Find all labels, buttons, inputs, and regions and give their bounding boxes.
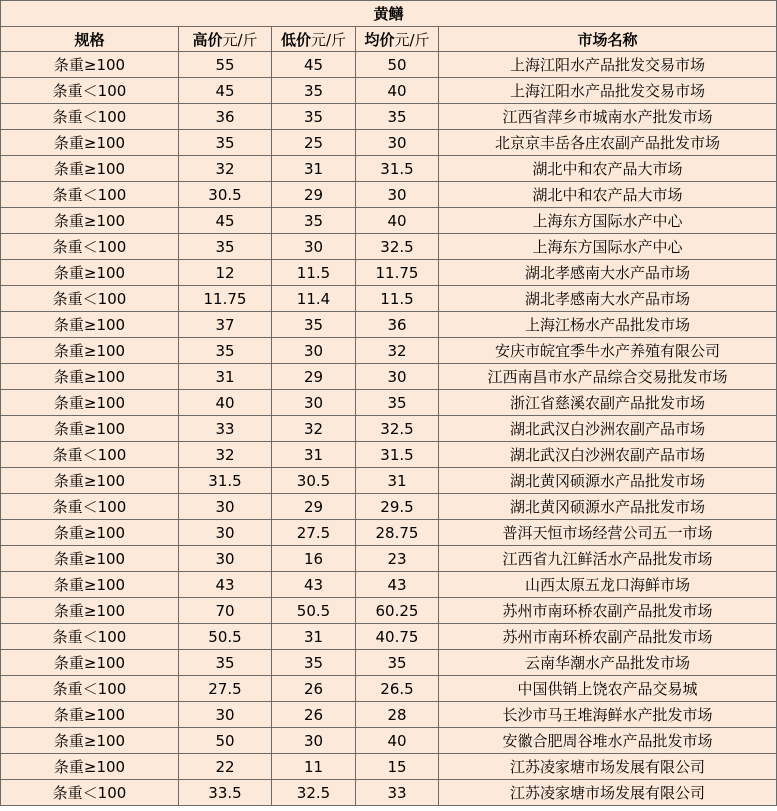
cell-low-price: 31 (272, 624, 356, 650)
cell-spec: 条重≥100 (1, 130, 179, 156)
cell-market: 山西太原五龙口海鲜市场 (439, 572, 777, 598)
cell-low-price: 35 (272, 104, 356, 130)
cell-spec: 条重≥100 (1, 208, 179, 234)
cell-low-price: 26 (272, 702, 356, 728)
table-row (1, 52, 777, 78)
table-row (1, 442, 777, 468)
cell-high-price: 35 (179, 234, 272, 260)
cell-avg-price: 43 (356, 572, 439, 598)
cell-high-price: 50 (179, 728, 272, 754)
table-title: 黄鳝 (1, 1, 777, 27)
cell-market: 江苏凌家塘市场发展有限公司 (439, 754, 777, 780)
cell-market: 上海江杨水产品批发市场 (439, 312, 777, 338)
cell-spec: 条重＜100 (1, 234, 179, 260)
cell-spec: 条重＜100 (1, 104, 179, 130)
cell-market: 江苏凌家塘市场发展有限公司 (439, 780, 777, 806)
cell-high-price: 22 (179, 754, 272, 780)
cell-low-price: 29 (272, 182, 356, 208)
cell-low-price: 45 (272, 52, 356, 78)
table-row (1, 676, 777, 702)
cell-market: 云南华潮水产品批发市场 (439, 650, 777, 676)
cell-avg-price: 29.5 (356, 494, 439, 520)
cell-market: 湖北武汉白沙洲农副产品市场 (439, 442, 777, 468)
cell-market: 湖北黄冈硕源水产品批发市场 (439, 494, 777, 520)
cell-market: 苏州市南环桥农副产品批发市场 (439, 598, 777, 624)
cell-low-price: 11.4 (272, 286, 356, 312)
cell-high-price: 30 (179, 494, 272, 520)
cell-market: 湖北孝感南大水产品市场 (439, 286, 777, 312)
cell-market: 北京京丰岳各庄农副产品批发市场 (439, 130, 777, 156)
cell-avg-price: 32.5 (356, 234, 439, 260)
header-high-unit: 元/斤 (222, 30, 258, 49)
cell-market: 湖北中和农产品大市场 (439, 156, 777, 182)
cell-low-price: 43 (272, 572, 356, 598)
cell-market: 苏州市南环桥农副产品批发市场 (439, 624, 777, 650)
cell-low-price: 30 (272, 234, 356, 260)
cell-avg-price: 11.5 (356, 286, 439, 312)
table-row (1, 780, 777, 806)
cell-spec: 条重≥100 (1, 364, 179, 390)
cell-spec: 条重≥100 (1, 572, 179, 598)
cell-market: 上海江阳水产品批发交易市场 (439, 78, 777, 104)
cell-avg-price: 35 (356, 390, 439, 416)
cell-avg-price: 35 (356, 104, 439, 130)
cell-high-price: 43 (179, 572, 272, 598)
cell-high-price: 37 (179, 312, 272, 338)
cell-low-price: 32.5 (272, 780, 356, 806)
cell-low-price: 31 (272, 442, 356, 468)
table-row (1, 364, 777, 390)
cell-market: 江西省萍乡市城南水产批发市场 (439, 104, 777, 130)
cell-spec: 条重≥100 (1, 468, 179, 494)
cell-market: 安庆市皖宜季牛水产养殖有限公司 (439, 338, 777, 364)
cell-avg-price: 30 (356, 182, 439, 208)
table-row (1, 130, 777, 156)
table-title-row (1, 1, 777, 27)
header-high-label: 高价 (192, 30, 223, 49)
cell-low-price: 26 (272, 676, 356, 702)
table-row (1, 390, 777, 416)
cell-low-price: 29 (272, 364, 356, 390)
cell-market: 湖北黄冈硕源水产品批发市场 (439, 468, 777, 494)
header-low-label: 低价 (280, 30, 311, 49)
table-row (1, 156, 777, 182)
cell-high-price: 33.5 (179, 780, 272, 806)
cell-avg-price: 28.75 (356, 520, 439, 546)
cell-high-price: 30 (179, 702, 272, 728)
table-row (1, 754, 777, 780)
cell-spec: 条重≥100 (1, 728, 179, 754)
cell-spec: 条重＜100 (1, 182, 179, 208)
table-row (1, 702, 777, 728)
cell-spec: 条重≥100 (1, 598, 179, 624)
header-low-unit: 元/斤 (310, 30, 347, 49)
table-row (1, 572, 777, 598)
cell-market: 上海东方国际水产中心 (439, 234, 777, 260)
cell-high-price: 70 (179, 598, 272, 624)
table-row (1, 598, 777, 624)
cell-avg-price: 30 (356, 130, 439, 156)
cell-high-price: 11.75 (179, 286, 272, 312)
cell-avg-price: 35 (356, 650, 439, 676)
table-row (1, 728, 777, 754)
table-header-row (1, 27, 777, 52)
cell-high-price: 32 (179, 442, 272, 468)
table-row (1, 650, 777, 676)
cell-market: 江西南昌市水产品综合交易批发市场 (439, 364, 777, 390)
cell-low-price: 35 (272, 78, 356, 104)
cell-market: 长沙市马王堆海鲜水产批发市场 (439, 702, 777, 728)
cell-avg-price: 32.5 (356, 416, 439, 442)
cell-market: 湖北武汉白沙洲农副产品市场 (439, 416, 777, 442)
cell-avg-price: 32 (356, 338, 439, 364)
cell-avg-price: 31.5 (356, 156, 439, 182)
cell-low-price: 35 (272, 312, 356, 338)
table-row (1, 78, 777, 104)
cell-spec: 条重≥100 (1, 156, 179, 182)
cell-market: 江西省九江鲜活水产品批发市场 (439, 546, 777, 572)
cell-market: 湖北孝感南大水产品市场 (439, 260, 777, 286)
table-row (1, 286, 777, 312)
cell-high-price: 50.5 (179, 624, 272, 650)
cell-low-price: 27.5 (272, 520, 356, 546)
cell-high-price: 55 (179, 52, 272, 78)
cell-low-price: 29 (272, 494, 356, 520)
table-row (1, 260, 777, 286)
table-row (1, 182, 777, 208)
cell-spec: 条重＜100 (1, 442, 179, 468)
table-row (1, 338, 777, 364)
header-market: 市场名称 (439, 27, 777, 52)
cell-avg-price: 30 (356, 364, 439, 390)
cell-market: 浙江省慈溪农副产品批发市场 (439, 390, 777, 416)
cell-low-price: 11 (272, 754, 356, 780)
table-row (1, 208, 777, 234)
cell-high-price: 45 (179, 208, 272, 234)
table-body (1, 52, 777, 806)
cell-avg-price: 50 (356, 52, 439, 78)
cell-avg-price: 33 (356, 780, 439, 806)
table-row (1, 494, 777, 520)
table-row (1, 624, 777, 650)
cell-low-price: 30 (272, 338, 356, 364)
cell-low-price: 35 (272, 650, 356, 676)
cell-spec: 条重＜100 (1, 676, 179, 702)
cell-avg-price: 60.25 (356, 598, 439, 624)
cell-avg-price: 23 (356, 546, 439, 572)
cell-low-price: 50.5 (272, 598, 356, 624)
cell-avg-price: 40 (356, 208, 439, 234)
cell-avg-price: 11.75 (356, 260, 439, 286)
header-spec: 规格 (1, 27, 179, 52)
cell-low-price: 16 (272, 546, 356, 572)
cell-low-price: 32 (272, 416, 356, 442)
cell-high-price: 36 (179, 104, 272, 130)
cell-high-price: 32 (179, 156, 272, 182)
cell-high-price: 30.5 (179, 182, 272, 208)
cell-market: 普洱天恒市场经营公司五一市场 (439, 520, 777, 546)
cell-low-price: 35 (272, 208, 356, 234)
cell-avg-price: 40 (356, 78, 439, 104)
cell-spec: 条重≥100 (1, 702, 179, 728)
cell-avg-price: 36 (356, 312, 439, 338)
cell-spec: 条重≥100 (1, 416, 179, 442)
cell-market: 中国供销上饶农产品交易城 (439, 676, 777, 702)
cell-market: 安徽合肥周谷堆水产品批发市场 (439, 728, 777, 754)
cell-high-price: 35 (179, 130, 272, 156)
cell-spec: 条重≥100 (1, 52, 179, 78)
cell-spec: 条重＜100 (1, 780, 179, 806)
cell-low-price: 11.5 (272, 260, 356, 286)
header-avg-label: 均价 (364, 30, 395, 49)
cell-spec: 条重≥100 (1, 754, 179, 780)
cell-avg-price: 15 (356, 754, 439, 780)
cell-avg-price: 31 (356, 468, 439, 494)
header-avg-price (356, 27, 439, 52)
header-avg-unit: 元/斤 (394, 30, 430, 49)
cell-spec: 条重≥100 (1, 312, 179, 338)
cell-avg-price: 26.5 (356, 676, 439, 702)
cell-spec: 条重＜100 (1, 286, 179, 312)
header-high-price (179, 27, 272, 52)
cell-low-price: 31 (272, 156, 356, 182)
cell-low-price: 30 (272, 390, 356, 416)
cell-high-price: 40 (179, 390, 272, 416)
cell-low-price: 25 (272, 130, 356, 156)
table-row (1, 546, 777, 572)
cell-spec: 条重＜100 (1, 78, 179, 104)
cell-low-price: 30.5 (272, 468, 356, 494)
cell-spec: 条重≥100 (1, 260, 179, 286)
cell-avg-price: 31.5 (356, 442, 439, 468)
cell-avg-price: 28 (356, 702, 439, 728)
table-row (1, 416, 777, 442)
header-low-price (272, 27, 356, 52)
cell-spec: 条重≥100 (1, 546, 179, 572)
cell-spec: 条重≥100 (1, 650, 179, 676)
table-row (1, 234, 777, 260)
cell-spec: 条重≥100 (1, 390, 179, 416)
table-row (1, 312, 777, 338)
cell-market: 湖北中和农产品大市场 (439, 182, 777, 208)
cell-avg-price: 40.75 (356, 624, 439, 650)
cell-high-price: 12 (179, 260, 272, 286)
table-row (1, 104, 777, 130)
cell-high-price: 31 (179, 364, 272, 390)
table-row (1, 468, 777, 494)
cell-market: 上海东方国际水产中心 (439, 208, 777, 234)
cell-high-price: 45 (179, 78, 272, 104)
cell-market: 上海江阳水产品批发交易市场 (439, 52, 777, 78)
cell-spec: 条重＜100 (1, 624, 179, 650)
cell-avg-price: 40 (356, 728, 439, 754)
cell-low-price: 30 (272, 728, 356, 754)
cell-high-price: 30 (179, 520, 272, 546)
cell-high-price: 35 (179, 338, 272, 364)
cell-spec: 条重≥100 (1, 338, 179, 364)
cell-high-price: 27.5 (179, 676, 272, 702)
cell-spec: 条重≥100 (1, 520, 179, 546)
table-row (1, 520, 777, 546)
cell-high-price: 33 (179, 416, 272, 442)
cell-high-price: 30 (179, 546, 272, 572)
cell-high-price: 35 (179, 650, 272, 676)
cell-high-price: 31.5 (179, 468, 272, 494)
cell-spec: 条重＜100 (1, 494, 179, 520)
